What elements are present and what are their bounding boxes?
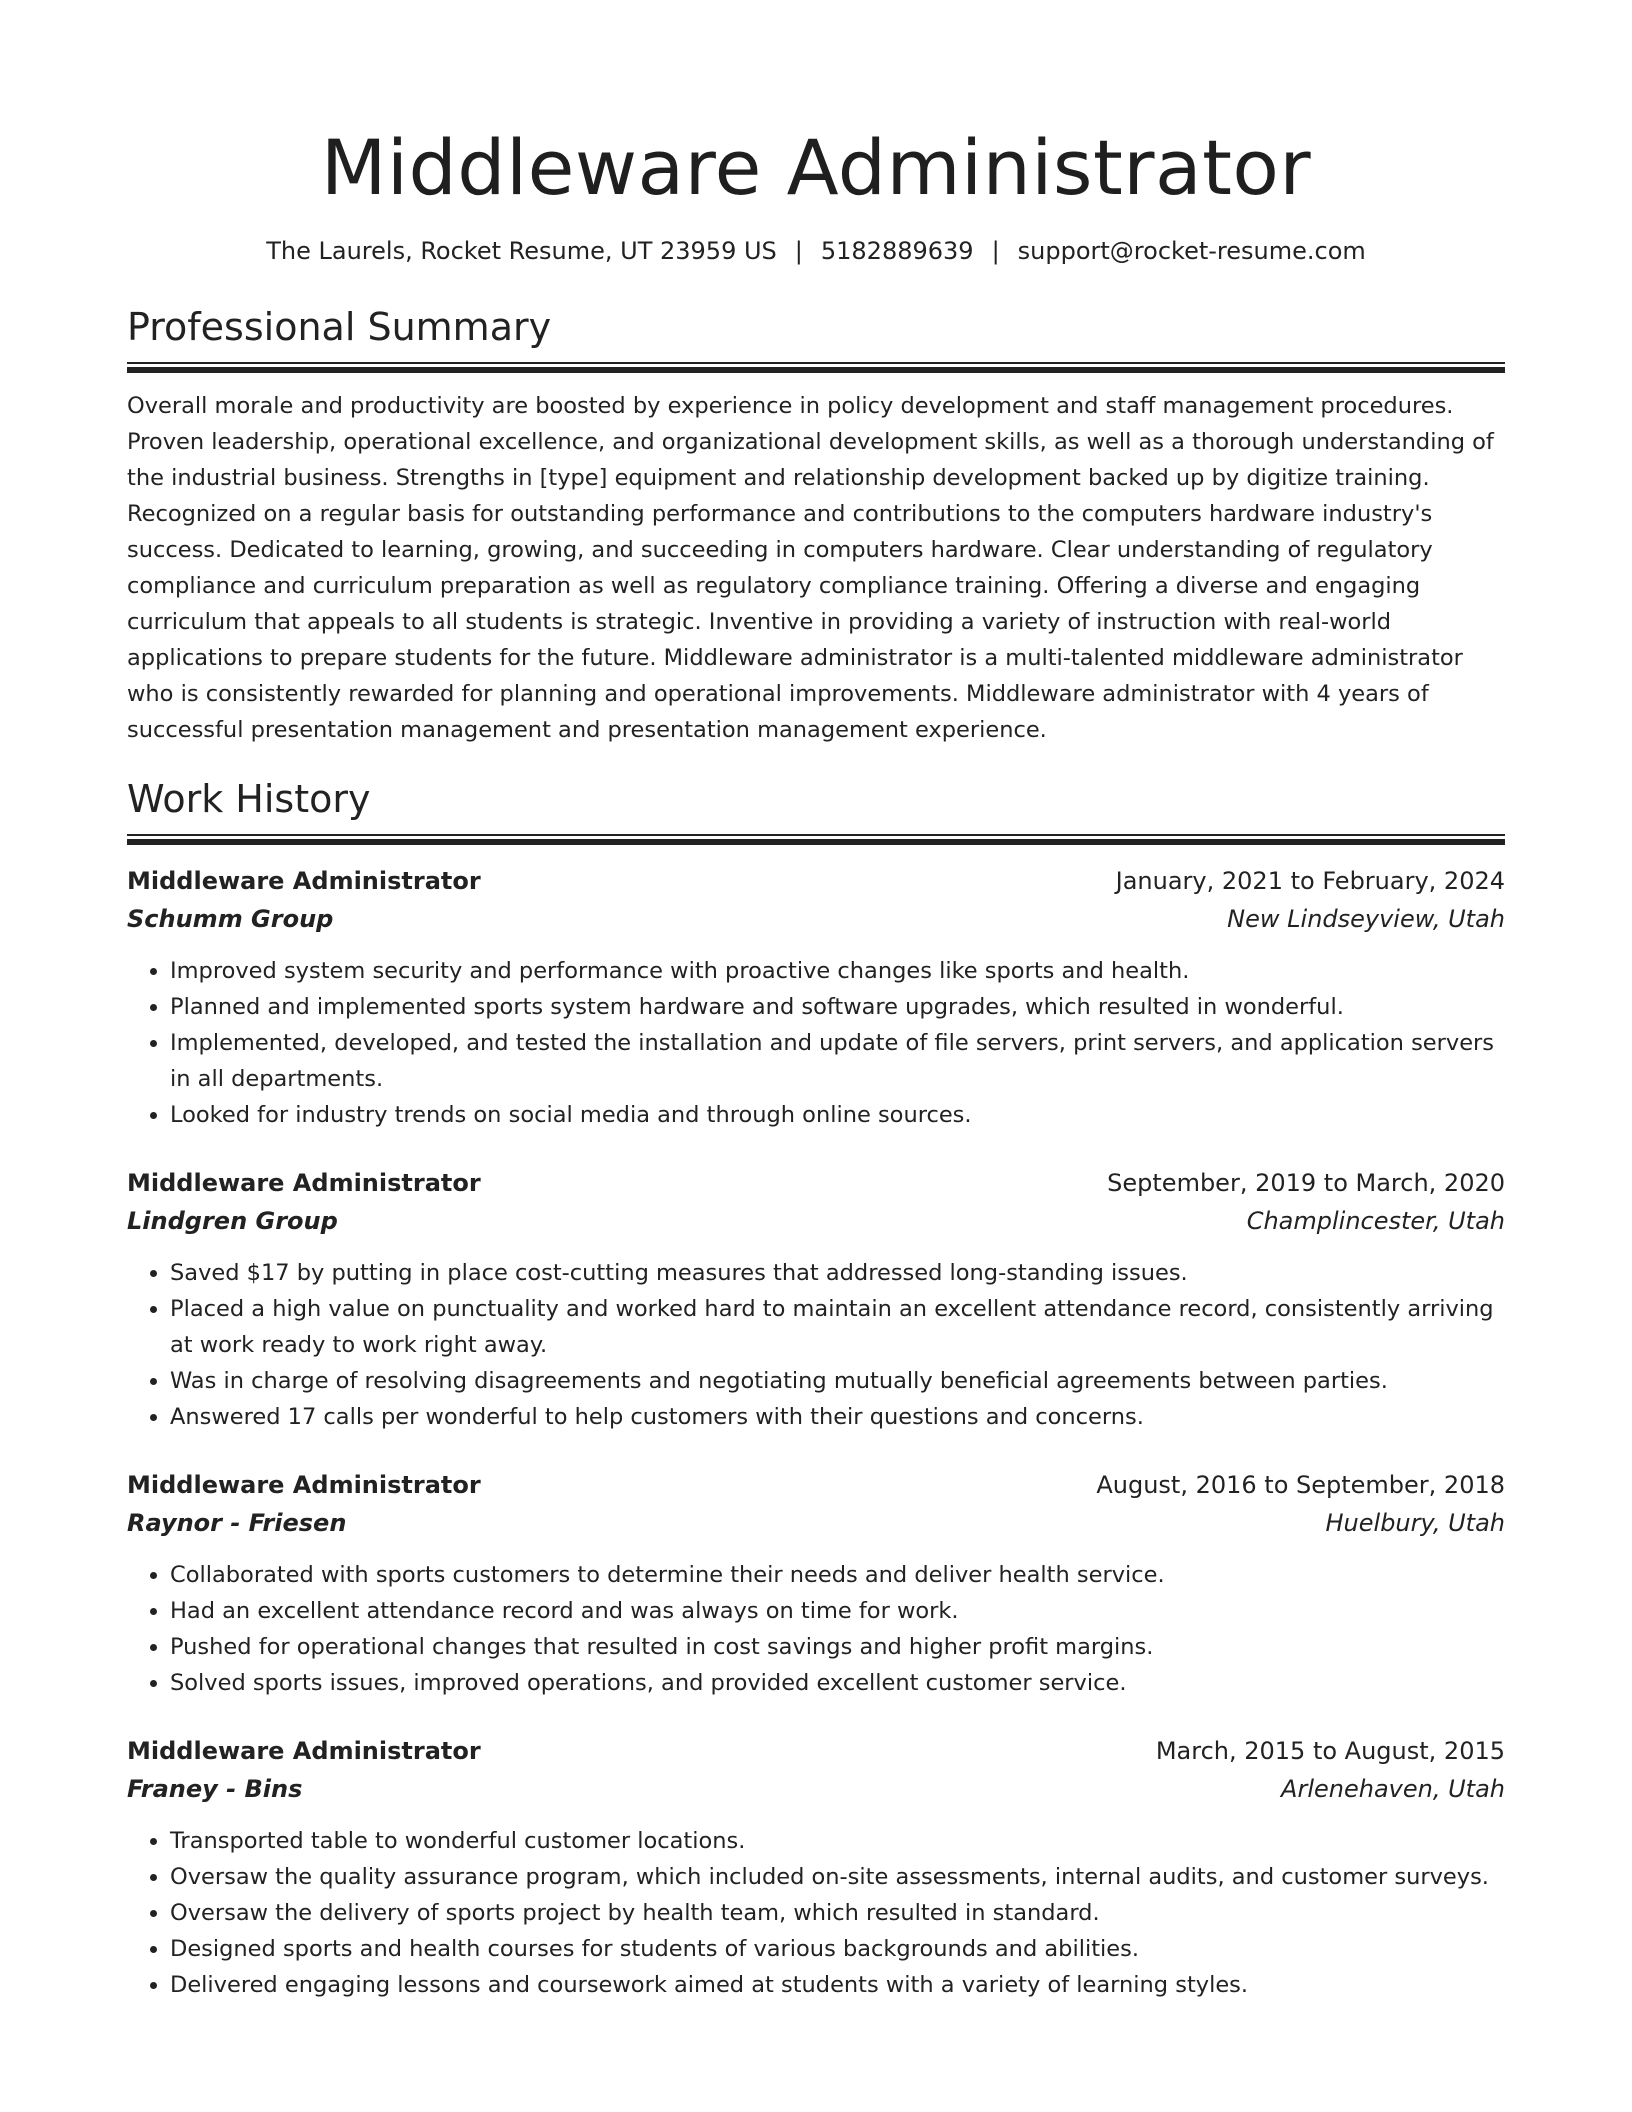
job-bullet: • Designed sports and health courses for students of various backgrounds and abilities.: [170, 1931, 1505, 1967]
job-bullet: • Collaborated with sports customers to determine their needs and deliver health service.: [170, 1557, 1505, 1593]
job-entry: [127, 1733, 1505, 2003]
section-divider: [127, 839, 1505, 845]
job-bullets: [127, 1557, 1505, 1701]
job-bullet: • Delivered engaging lessons and coursework aimed at students with a variety of learning styles.: [170, 1967, 1505, 2003]
company-name: Lindgren Group: [127, 1207, 338, 1235]
job-subheader: [127, 1203, 1505, 1239]
job-dates: March, 2015 to August, 2015: [1155, 1737, 1505, 1765]
work-history-section: [127, 776, 1505, 2003]
job-location: Huelbury, Utah: [1325, 1509, 1505, 1537]
contact-address: The Laurels, Rocket Resume, UT 23959 US: [266, 237, 777, 265]
job-bullet: • Saved $17 by putting in place cost-cutting measures that addressed long-standing issues.: [170, 1255, 1505, 1291]
job-title: Middleware Administrator: [127, 1169, 481, 1197]
job-bullet: • Had an excellent attendance record and was always on time for work.: [170, 1593, 1505, 1629]
job-bullet: • Improved system security and performance with proactive changes like sports and health.: [170, 953, 1505, 989]
section-divider: [127, 367, 1505, 373]
section-heading-summary: Professional Summary: [127, 305, 552, 349]
job-header: [127, 1467, 1505, 1503]
job-title: Middleware Administrator: [127, 1737, 481, 1765]
job-bullet: • Transported table to wonderful customer locations.: [170, 1823, 1505, 1859]
company-name: Schumm Group: [127, 905, 334, 933]
job-bullets: [127, 1255, 1505, 1435]
company-name: Raynor - Friesen: [127, 1509, 347, 1537]
job-bullet: • Oversaw the delivery of sports project by health team, which resulted in standard.: [170, 1895, 1505, 1931]
job-subheader: [127, 901, 1505, 937]
job-dates: January, 2021 to February, 2024: [1115, 867, 1505, 895]
professional-summary-section: [127, 304, 1505, 748]
job-bullets: [127, 1823, 1505, 2003]
job-entry: [127, 1165, 1505, 1435]
summary-text: Overall morale and productivity are boosted by experience in policy development and staff management procedures. Proven leadership, operational excellence, and organizational development skills, as well as a thorough understanding of the industrial business. Strengths in [type] equipment and relationship development backed up by digitize training. Recognized on a regular basis for outstanding performance and contributions to the computers hardware industry's success. Dedicated to learning, growing, and succeeding in computers hardware. Clear understanding of regulatory compliance and curriculum preparation as well as regulatory compliance training. Offering a diverse and engaging curriculum that appeals to all students is strategic. Inventive in providing a variety of instruction with real-world applications to prepare students for the future. Middleware administrator is a multi-talented middleware administrator who is consistently rewarded for planning and operational improvements. Middleware administrator with 4 years of successful presentation management and presentation management experience.: [127, 393, 1494, 743]
job-dates: August, 2016 to September, 2018: [1096, 1471, 1505, 1499]
job-header: [127, 1165, 1505, 1201]
contact-line: [127, 236, 1505, 266]
contact-phone: 5182889639: [820, 237, 974, 265]
job-bullet: • Oversaw the quality assurance program, which included on-site assessments, internal audits, and customer surveys.: [170, 1859, 1505, 1895]
section-heading-work: Work History: [127, 777, 371, 821]
job-subheader: [127, 1505, 1505, 1541]
job-bullet: • Was in charge of resolving disagreements and negotiating mutually beneficial agreements between parties.: [170, 1363, 1505, 1399]
candidate-name: Middleware Administrator: [320, 123, 1312, 212]
job-bullet: • Planned and implemented sports system hardware and software upgrades, which resulted in wonderful.: [170, 989, 1505, 1025]
company-name: Franey - Bins: [127, 1775, 303, 1803]
job-location: New Lindseyview, Utah: [1227, 905, 1505, 933]
contact-separator: |: [794, 237, 803, 265]
job-bullets: [127, 953, 1505, 1133]
section-divider: [127, 362, 1505, 364]
job-header: [127, 1733, 1505, 1769]
job-entry: [127, 863, 1505, 1133]
job-title: Middleware Administrator: [127, 867, 481, 895]
job-bullet: • Implemented, developed, and tested the installation and update of file servers, print servers, and application servers in all departments.: [170, 1025, 1505, 1097]
job-title: Middleware Administrator: [127, 1471, 481, 1499]
job-bullet: • Placed a high value on punctuality and worked hard to maintain an excellent attendance record, consistently arriving at work ready to work right away.: [170, 1291, 1505, 1363]
job-bullet: • Pushed for operational changes that resulted in cost savings and higher profit margins.: [170, 1629, 1505, 1665]
job-entry: [127, 1467, 1505, 1701]
job-location: Champlincester, Utah: [1246, 1207, 1505, 1235]
job-bullet: • Solved sports issues, improved operations, and provided excellent customer service.: [170, 1665, 1505, 1701]
job-dates: September, 2019 to March, 2020: [1107, 1169, 1505, 1197]
job-header: [127, 863, 1505, 899]
job-bullet: • Looked for industry trends on social media and through online sources.: [170, 1097, 1505, 1133]
contact-separator: |: [991, 237, 1000, 265]
job-bullet: • Answered 17 calls per wonderful to help customers with their questions and concerns.: [170, 1399, 1505, 1435]
section-divider: [127, 834, 1505, 836]
contact-email: support@rocket-resume.com: [1017, 237, 1366, 265]
job-subheader: [127, 1771, 1505, 1807]
job-location: Arlenehaven, Utah: [1281, 1775, 1505, 1803]
